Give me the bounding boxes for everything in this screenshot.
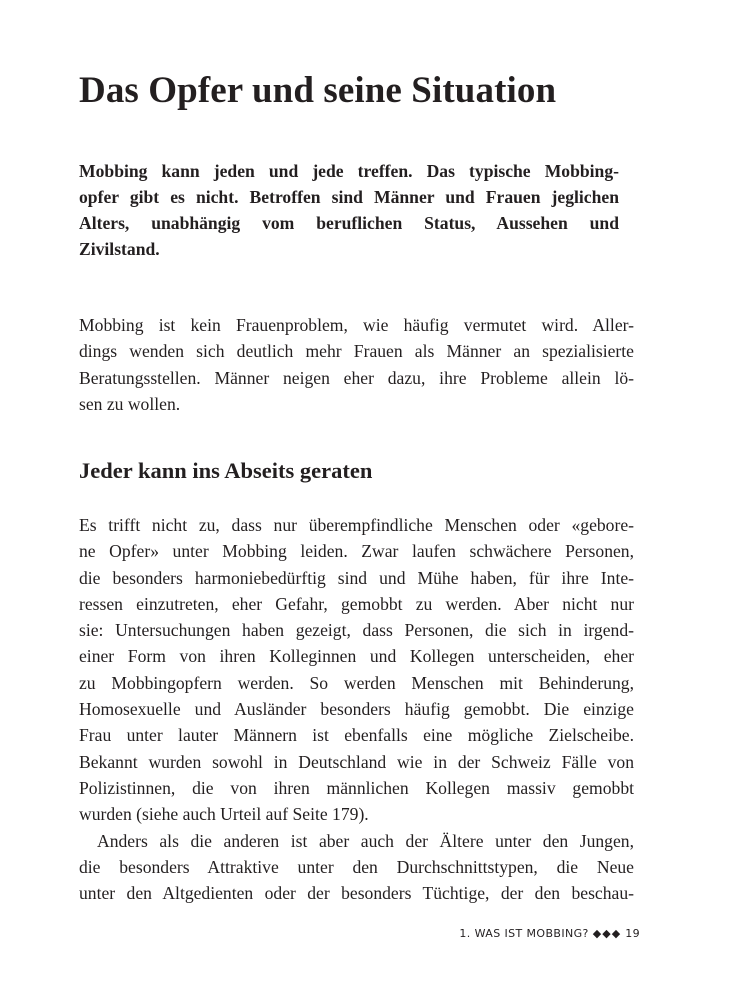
intro-line: sen zu wollen.	[79, 393, 181, 414]
body-line: Bekannt wurden sowohl in Deutschland wie in der Schweiz Fälle von	[79, 751, 634, 772]
body-line: unter den Altgedienten oder der besonders Tüchtige, der den beschau-	[79, 883, 634, 904]
body-line: die besonders harmoniebedürftig sind und Mühe haben, für ihre Inte-	[79, 567, 634, 588]
lead-paragraph	[79, 158, 619, 262]
running-footer	[459, 927, 640, 940]
section-heading: Jeder kann ins Abseits geraten	[79, 458, 373, 483]
intro-line: dings wenden sich deutlich mehr Frauen als Männer an spezialisierte	[79, 341, 634, 362]
lead-line: Alters, unabhängig vom beruflichen Status, Aussehen und	[79, 213, 619, 233]
intro-paragraph	[79, 312, 634, 417]
diamond-separator-icon: ◆◆◆	[592, 927, 622, 940]
body-line: ne Opfer» unter Mobbing leiden. Zwar laufen schwächere Personen,	[79, 541, 634, 562]
body-line: sie: Untersuchungen haben gezeigt, dass Personen, die sich in irgend-	[79, 620, 634, 641]
lead-line: opfer gibt es nicht. Betroffen sind Männer und Frauen jeglichen	[79, 187, 619, 207]
body-line: Es trifft nicht zu, dass nur überempfindliche Menschen oder «gebore-	[79, 515, 634, 535]
chapter-title: 1. WAS IST MOBBING?	[459, 927, 589, 940]
body-line: die besonders Attraktive unter den Durchschnittstypen, die Neue	[79, 856, 634, 877]
body-line: wurden (siehe auch Urteil auf Seite 179).	[79, 804, 369, 825]
body-line: einer Form von ihren Kolleginnen und Kollegen unterscheiden, eher	[79, 646, 634, 667]
lead-line: Zivilstand.	[79, 239, 160, 259]
intro-line: Mobbing ist kein Frauenproblem, wie häufig vermutet wird. Aller-	[79, 315, 634, 335]
body-line: Homosexuelle und Ausländer besonders häufig gemobbt. Die einzige	[79, 699, 634, 720]
body-line: Polizistinnen, die von ihren männlichen Kollegen massiv gemobbt	[79, 777, 634, 798]
body-line: ressen einzutreten, eher Gefahr, gemobbt zu werden. Aber nicht nur	[79, 593, 634, 614]
body-line: zu Mobbingopfern werden. So werden Menschen mit Behinderung,	[79, 672, 634, 693]
body-line: Frau unter lauter Männern ist ebenfalls eine mögliche Zielscheibe.	[79, 725, 634, 746]
lead-line: Mobbing kann jeden und jede treffen. Das typische Mobbing-	[79, 161, 619, 181]
section-body	[79, 512, 634, 906]
intro-line: Beratungsstellen. Männer neigen eher dazu, ihre Probleme allein lö-	[79, 367, 634, 388]
body-line: Anders als die anderen ist aber auch der Ältere unter den Jungen,	[97, 830, 634, 851]
page-number: 19	[625, 927, 640, 940]
page-title: Das Opfer und seine Situation	[79, 70, 557, 111]
